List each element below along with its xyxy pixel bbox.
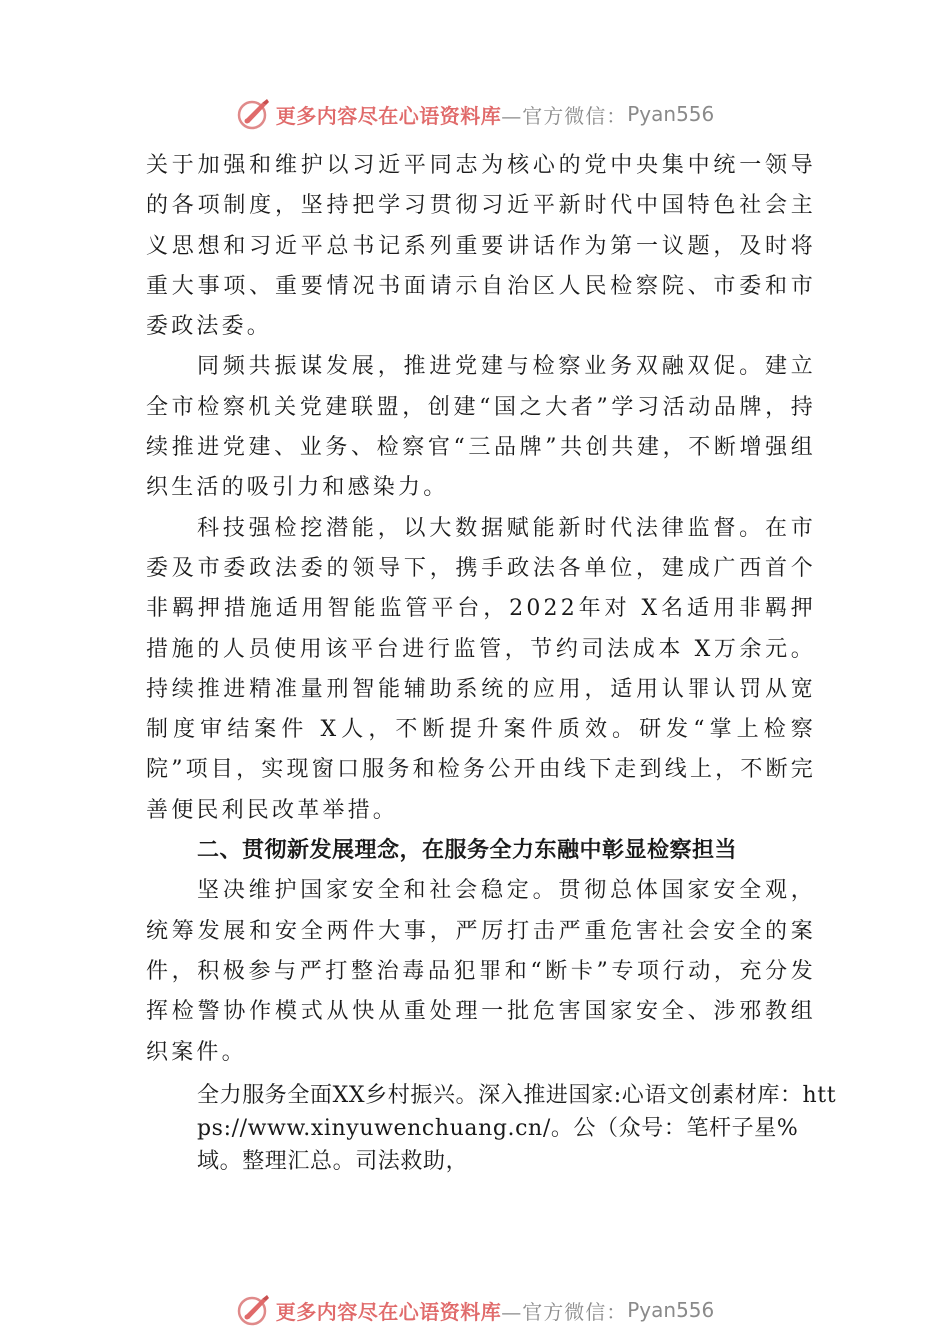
footer-wechat-label: —官方微信： [501,1299,628,1324]
header-wechat-label: —官方微信： [501,103,628,128]
header-wechat-id: Pyan556 [627,102,715,126]
footer-wechat-id: Pyan556 [627,1298,715,1322]
brush-logo-icon [236,96,272,132]
brush-logo-icon [236,1292,272,1328]
header-brand-text: 更多内容尽在心语资料库 [275,103,502,128]
document-body [146,146,837,1178]
paragraph-4: 坚决维护国家安全和社会稳定。贯彻总体国家安全观，统筹发展和安全两件大事，严厉打击严重危害社会安全的案件，积极参与严打整治毒品犯罪和“断卡”专项行动，充分发挥检警协作模式从快从重处理一批危害国家安全、涉邪教组织案件。 [146,878,816,1065]
section-heading: 二、贯彻新发展理念，在服务全力东融中彰显检察担当 [197,838,738,864]
paragraph-5: 全力服务全面XX乡村振兴。深入推进国家:心语文创素材库：https://www.xinyuwenchuang.cn/。公（众号：笔杆子星%域。整理汇总。司法救助， [197,1082,837,1174]
paragraph-1: 关于加强和维护以习近平同志为核心的党中央集中统一领导的各项制度，坚持把学习贯彻习近平新时代中国特色社会主义思想和习近平总书记系列重要讲话作为第一议题，及时将重大事项、重要情况书面请示自治区人民检察院、市委和市委政法委。 [146,153,816,340]
header-banner [0,94,950,134]
paragraph-2: 同频共振谋发展，推进党建与检察业务双融双促。建立全市检察机关党建联盟，创建“国之大者”学习活动品牌，持续推进党建、业务、检察官“三品牌”共创共建，不断增强组织生活的吸引力和感染力。 [146,354,816,501]
paragraph-3: 科技强检挖潜能，以大数据赋能新时代法律监督。在市委及市委政法委的领导下，携手政法各单位，建成广西首个非羁押措施适用智能监管平台，2022年对 X名适用非羁押措施的人员使用该平台进行监管，节约司法成本 X万余元。持续推进精准量刑智能辅助系统的应用，适用认罪认罚从宽制度审结案件 X人，不断提升案件质效。研发“掌上检察院”项目，实现窗口服务和检务公开由线下走到线上，不断完善便民利民改革举措。 [146,515,816,823]
footer-brand-text: 更多内容尽在心语资料库 [275,1299,502,1324]
footer-banner [0,1290,950,1330]
